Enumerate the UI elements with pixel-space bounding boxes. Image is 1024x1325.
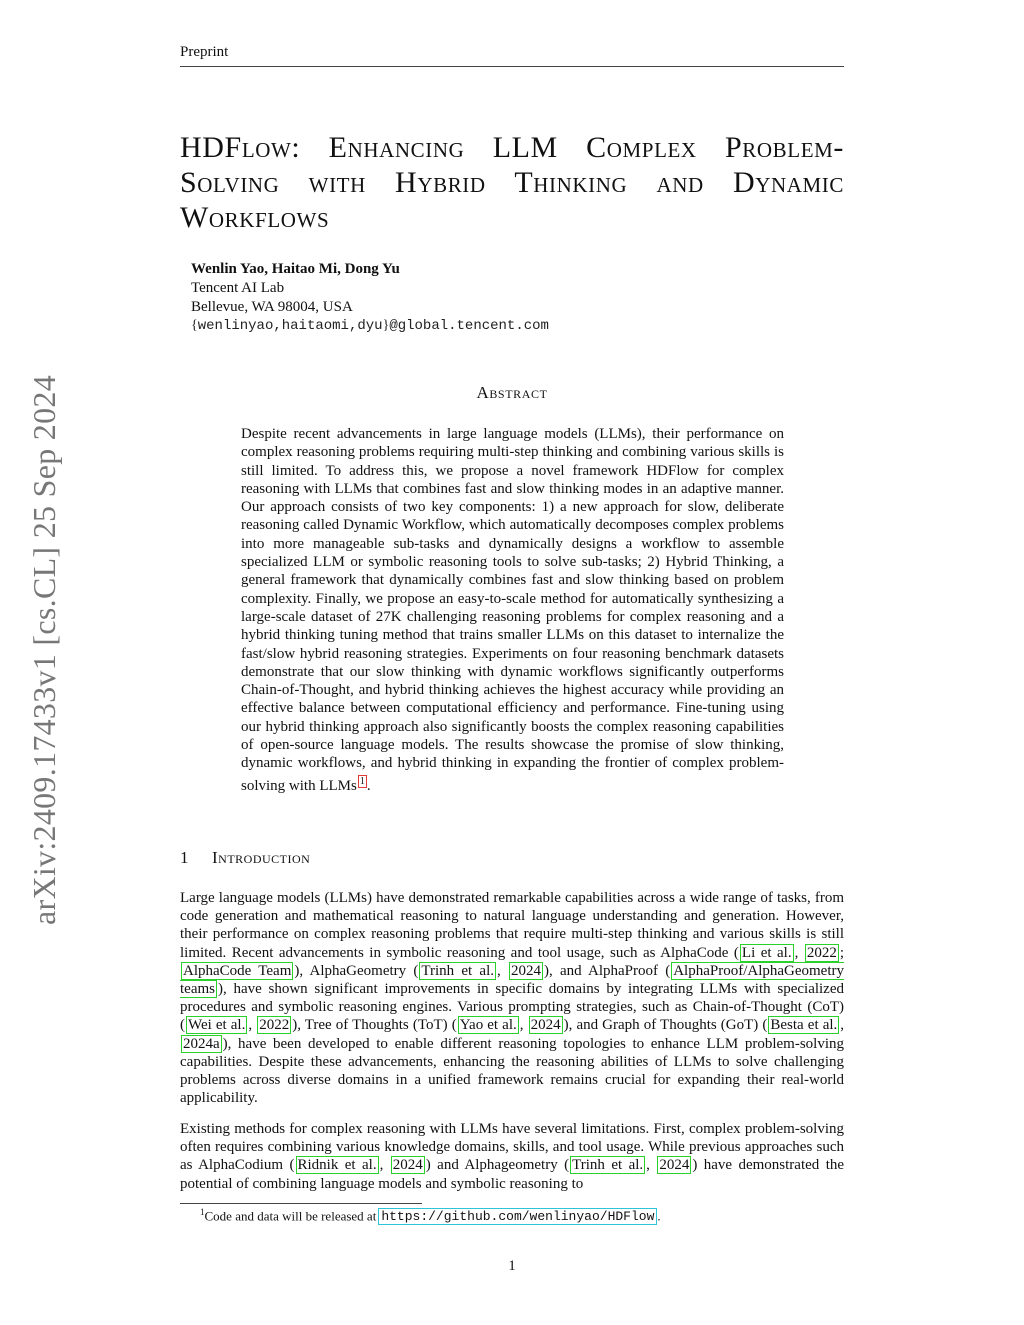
text-run: ), have been developed to enable different reasoning topologies to enhance LLM problem-solving capabilities. Despite these advancements, enhancing the reasoning abilities of LLMs to solve challenging problems across diverse domains in a unified framework remains crucial for expanding their real-world applicability. [180, 1035, 844, 1107]
citation-link[interactable]: Besta et al. [770, 1017, 838, 1034]
header-rule [180, 66, 844, 67]
title-line-3: Workflows [180, 201, 330, 234]
citation-link[interactable]: 2024 [659, 1157, 690, 1174]
citation-link[interactable]: 2024 [510, 962, 541, 979]
citation-link[interactable]: Yao et al. [459, 1017, 517, 1034]
intro-paragraph-1 [180, 889, 844, 1107]
page-number: 1 [508, 1258, 516, 1274]
text-run: , [379, 1157, 390, 1174]
text-run: , [840, 1017, 845, 1034]
text-run: , [794, 944, 804, 961]
footnote [200, 1207, 661, 1224]
text-run: ) and Alphageometry ( [425, 1157, 570, 1174]
author-emails[interactable] [191, 318, 549, 334]
citation-link[interactable]: 2024 [392, 1157, 423, 1174]
footnote-mark: 1 [200, 1207, 205, 1217]
text-run: ; [839, 944, 844, 961]
address: Bellevue, WA 98004, USA [191, 299, 353, 315]
citation-link[interactable]: AlphaProof/AlphaGeometry teams [180, 962, 844, 998]
text-run: , [248, 1017, 257, 1034]
text-run: , [646, 1157, 657, 1174]
footnote-rule [180, 1203, 422, 1204]
abstract-heading: Abstract [476, 383, 548, 402]
text-run: Existing methods for complex reasoning with LLMs have several limitations. First, complex problem-solving often requires combining various knowledge domains, skills, and tool usage. While previous approaches such as AlphaCodium ( [180, 1121, 844, 1174]
text-run: ), Tree of Thoughts (ToT) ( [292, 1017, 457, 1034]
email-brace-close: } [382, 318, 390, 333]
email-users: wenlinyao,haitaomi,dyu [197, 318, 383, 334]
citation-link[interactable]: 2022 [806, 944, 837, 961]
section-title: Introduction [212, 848, 311, 867]
abstract-body [241, 425, 784, 795]
text-run: Large language models (LLMs) have demonstrated remarkable capabilities across a wide range of tasks, from code generation and mathematical reasoning to natural language understanding and generation. However, their performance on complex reasoning problems that require multi-step thinking and various skills is still limited. Recent advancements in symbolic reasoning and tool usage, such as AlphaCode ( [180, 890, 844, 961]
text-run: ), have shown significant improvements in specific domains by integrating LLMs with specialized procedures and symbolic reasoning engines. Various prompting strategies, such as Chain-of-Thought (CoT) ( [180, 981, 844, 1034]
citation-link[interactable]: Li et al. [741, 944, 792, 961]
citation-link[interactable]: Ridnik et al. [297, 1157, 377, 1174]
footnote-ref-link[interactable]: 1 [359, 775, 365, 787]
text-run: ), AlphaGeometry ( [294, 962, 419, 979]
title-line-1: HDFlow: Enhancing LLM Complex Problem- [180, 131, 844, 164]
text-run: ), and AlphaProof ( [543, 962, 671, 979]
abstract-end: . [366, 777, 371, 794]
paper-title [180, 130, 844, 235]
text-run: , [519, 1017, 528, 1034]
footnote-end: . [657, 1208, 661, 1224]
text-run: ), and Graph of Thoughts (GoT) ( [563, 1017, 768, 1034]
citation-link[interactable]: Wei et al. [188, 1017, 246, 1034]
citation-link[interactable]: 2024 [530, 1017, 561, 1034]
footnote-text: Code and data will be released at [204, 1208, 377, 1224]
text-run: ) have demonstrated the potential of combining language models and symbolic reasoning to [180, 1157, 845, 1192]
email-brace-open: { [191, 318, 198, 333]
affiliation: Tencent AI Lab [191, 280, 285, 296]
citation-link[interactable]: Trinh et al. [421, 962, 495, 979]
arxiv-side-stamp: arXiv:2409.17433v1 [cs.CL] 25 Sep 2024 [26, 375, 62, 926]
citation-link[interactable]: 2024a [183, 1035, 220, 1052]
intro-paragraph-2 [180, 1120, 844, 1193]
citation-link[interactable]: Trinh et al. [572, 1157, 644, 1174]
citation-link[interactable]: AlphaCode Team [183, 962, 292, 979]
email-domain: @global.tencent.com [389, 318, 549, 334]
section-number: 1 [180, 848, 189, 867]
footnote-url-link[interactable]: https://github.com/wenlinyao/HDFlow [378, 1208, 657, 1225]
section-heading-introduction [180, 848, 310, 868]
citation-link[interactable]: 2022 [259, 1017, 290, 1034]
title-line-2: Solving with Hybrid Thinking and Dynamic [180, 166, 844, 199]
abstract-text: Despite recent advancements in large language models (LLMs), their performance on complex reasoning problems requiring multi-step thinking and combining various skills is still limited. To address this, we propose a novel framework HDFlow for complex reasoning with LLMs that combines fast and slow thinking modes in an adaptive manner. Our approach consists of two key components: 1) a new approach for slow, deliberate reasoning called Dynamic Workflow, which automatically decomposes complex problems into more manageable sub-tasks and dynamically designs a workflow to assemble specialized LLM or symbolic reasoning tools to solve sub-tasks; 2) Hybrid Thinking, a general framework that dynamically combines fast and slow thinking based on problem complexity. Finally, we propose an easy-to-scale method for automatically synthesizing a large-scale dataset of 27K challenging reasoning problems for complex reasoning and a hybrid thinking tuning method that trains smaller LLMs on this dataset to internalize the fast/slow hybrid reasoning strategies. Experiments on four reasoning benchmark datasets demonstrate that our slow thinking with dynamic workflows significantly outperforms Chain-of-Thought, and hybrid thinking achieves the highest accuracy while providing an effective balance between computational efficiency and performance. Fine-tuning using our hybrid thinking approach also significantly boosts the complex reasoning capabilities of open-source language models. The results showcase the promise of slow thinking, dynamic workflows, and hybrid thinking in expanding the frontier of complex problem-solving with LLMs [241, 426, 784, 794]
author-names: Wenlin Yao, Haitao Mi, Dong Yu [191, 261, 400, 277]
running-header: Preprint [180, 44, 229, 60]
text-run: , [497, 962, 508, 979]
